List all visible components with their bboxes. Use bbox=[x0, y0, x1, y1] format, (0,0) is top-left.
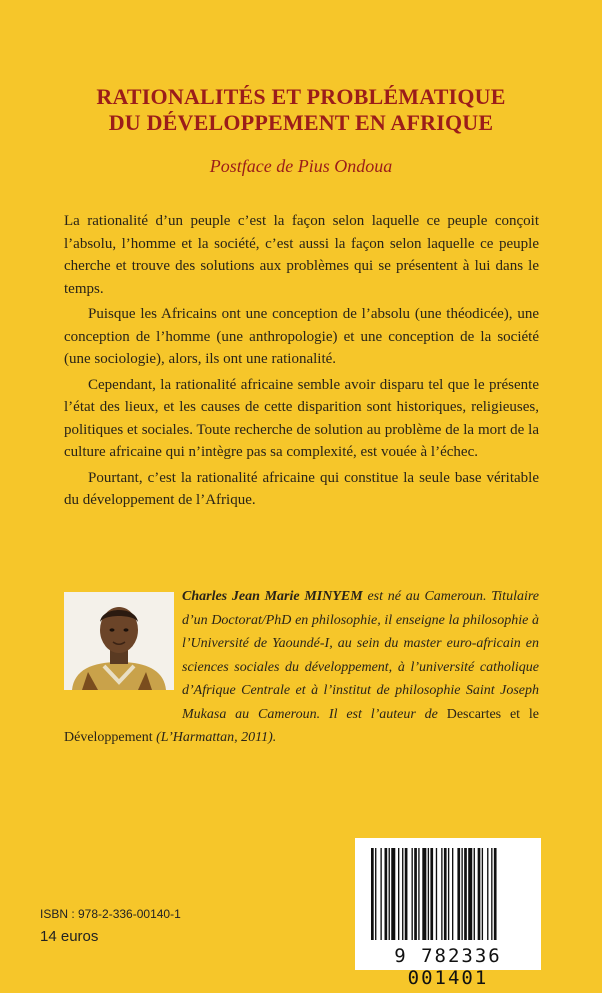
author-bio-text: est né au Cameroun. Titulaire d’un Doctorat/PhD en philosophie, il enseigne la philosophie à l’Université de Yaoundé-I, au sein du master euro-africain en sciences sociales du développement, à l’université catholique d’Afrique Centrale et à l’institut de philosophie Saint Joseph Mukasa au Cameroun. Il est l’auteur de bbox=[182, 589, 539, 722]
author-name: Charles Jean Marie MINYEM bbox=[182, 589, 363, 604]
blurb-paragraph-3: Cependant, la rationalité africaine semble avoir disparu tel que le présente l’état des lieux, et les causes de cette disparition sont historiques, religieuses, politiques et sociales. Toute recherche de solution au problème de la mort de la culture africaine qui n’intègre pas sa complexité, est vouée à l’échec. bbox=[64, 376, 539, 460]
author-previous-book: Descartes et le Développement bbox=[64, 706, 539, 745]
price: 14 euros bbox=[40, 928, 99, 945]
blurb-paragraph-4: Pourtant, c’est la rationalité africaine qui constitue la seule base véritable du développement de l’Afrique. bbox=[64, 469, 539, 508]
author-bio bbox=[64, 585, 539, 750]
book-subtitle: Postface de Pius Ondoua bbox=[209, 156, 393, 176]
book-title-line-1: RATIONALITÉS ET PROBLÉMATIQUE bbox=[96, 84, 506, 109]
isbn: ISBN : 978-2-336-00140-1 bbox=[40, 907, 181, 921]
book-title-line-2: DU DÉVELOPPEMENT EN AFRIQUE bbox=[108, 110, 494, 135]
blurb-paragraph-1: La rationalité d’un peuple c’est la façon selon laquelle ce peuple conçoit l’absolu, l’homme et la société, c’est aussi la façon selon laquelle ce peuple cherche et trouve des solutions aux problèmes qui se présentent à lui dans le temps. bbox=[64, 213, 539, 297]
barcode bbox=[355, 838, 541, 989]
author-bio-publisher: (L’Harmattan, 2011). bbox=[152, 730, 277, 745]
blurb-paragraph-2: Puisque les Africains ont une conception de l’absolu (une théodicée), une conception de l’homme (une anthropologie) et une conception de la société (une sociologie), alors, ils ont une rationalité. bbox=[64, 306, 539, 367]
barcode-bars bbox=[355, 838, 541, 948]
barcode-number: 9 782336 001401 bbox=[394, 945, 502, 989]
book-title bbox=[40, 84, 562, 136]
blurb bbox=[64, 210, 539, 515]
